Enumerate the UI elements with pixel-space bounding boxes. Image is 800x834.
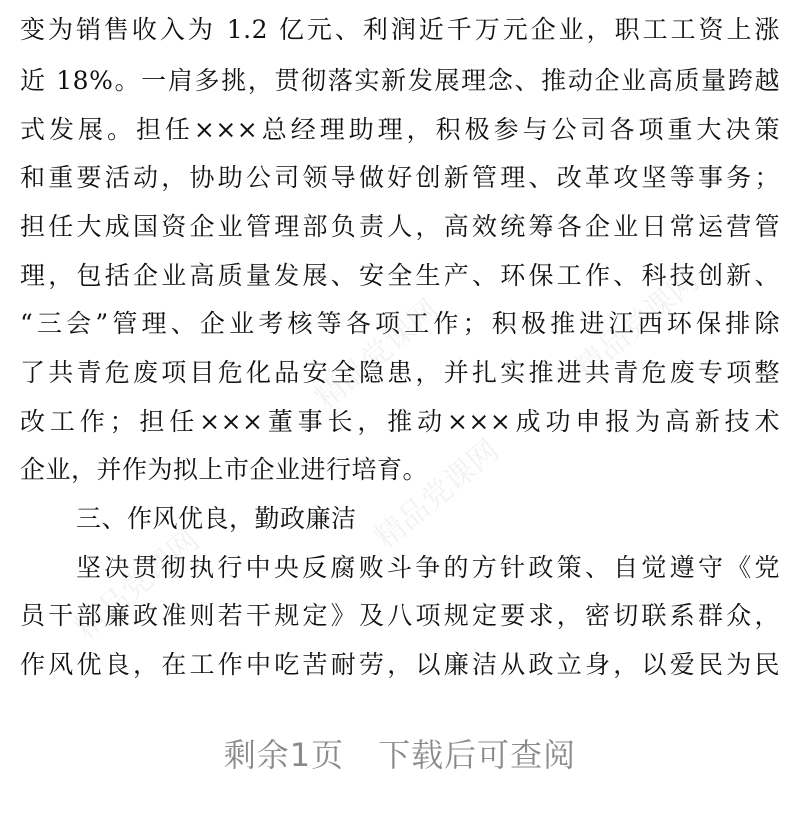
paragraph-line: 式发展。担任×××总经理助理，积极参与公司各项重大决策 [20, 115, 780, 144]
paragraph-line: 改工作；担任×××董事长，推动×××成功申报为高新技术 [20, 407, 780, 436]
paragraph-line: 和重要活动，协助公司领导做好创新管理、改革攻坚等事务； [20, 163, 780, 192]
watermark-text: 精品党课网 [368, 433, 506, 557]
remaining-pages-label: 剩余1页 [223, 736, 345, 774]
paragraph-line: 作风优良，在工作中吃苦耐劳，以廉洁从政立身，以爱民为民 [20, 650, 780, 679]
download-prompt-label: 下载后可查阅 [378, 736, 577, 774]
watermark-text: 精品党课网 [308, 293, 446, 417]
paragraph-line: 了共青危废项目危化品安全隐患，并扎实推进共青危废专项整 [20, 358, 780, 387]
paragraph-line: 变为销售收入为 1.2 亿元、利润近千万元企业，职工工资上涨 [20, 15, 780, 44]
paragraph-line: 近 18%。一肩多挑，贯彻落实新发展理念、推动企业高质量跨越 [20, 66, 780, 95]
watermark-text: 精品党课网 [568, 263, 706, 387]
paragraph-line: 坚决贯彻执行中央反腐败斗争的方针政策、自觉遵守《党 [76, 553, 780, 582]
paragraph-line: 担任大成国资企业管理部负责人，高效统筹各企业日常运营管 [20, 212, 780, 241]
watermark-text: 精品党课网 [68, 523, 206, 647]
paragraph-line: 理，包括企业高质量发展、安全生产、环保工作、科技创新、 [20, 261, 780, 290]
paragraph-line: 员干部廉政准则若干规定》及八项规定要求，密切联系群众， [20, 601, 780, 630]
paragraph-line: 企业，并作为拟上市企业进行培育。 [20, 455, 429, 484]
section-heading: 三、作风优良，勤政廉洁 [76, 504, 357, 533]
download-notice[interactable] [0, 730, 800, 776]
paragraph-line: “三会”管理、企业考核等各项工作；积极推进江西环保排除 [20, 309, 780, 338]
